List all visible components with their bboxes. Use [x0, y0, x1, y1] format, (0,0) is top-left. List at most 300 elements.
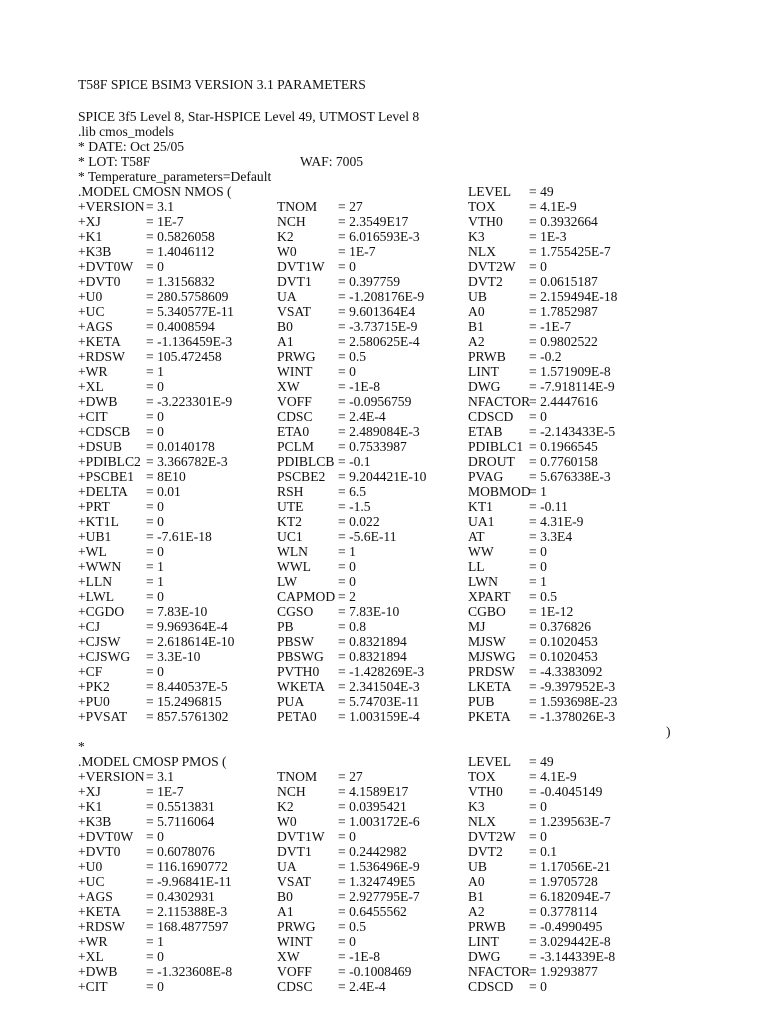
param-name: DVT1 — [277, 844, 312, 859]
param-value: = -0.1 — [338, 454, 371, 469]
param-value: = 2.3549E17 — [338, 214, 409, 229]
param-value: = 0.2442982 — [338, 844, 407, 859]
param-value: = 857.5761302 — [146, 709, 229, 724]
param-value: = 2.4E-4 — [338, 409, 386, 424]
separator-line: * — [78, 739, 85, 754]
param-name: +PSCBE1 — [78, 469, 135, 484]
param-name: +U0 — [78, 859, 103, 874]
param-value: = -9.397952E-3 — [529, 679, 616, 694]
param-name: PUB — [468, 694, 495, 709]
param-value: = 5.7116064 — [146, 814, 215, 829]
param-name: +RDSW — [78, 349, 125, 364]
param-value: = 0 — [338, 259, 356, 274]
param-name: VSAT — [277, 874, 311, 889]
param-value: = 0.376826 — [529, 619, 592, 634]
param-value: = 27 — [338, 199, 363, 214]
param-value: = 0 — [146, 589, 164, 604]
param-value: = 1 — [146, 559, 164, 574]
param-name: A0 — [468, 304, 485, 319]
param-value: = -0.1008469 — [338, 964, 412, 979]
param-value: = 0.0395421 — [338, 799, 407, 814]
param-name: WINT — [277, 934, 313, 949]
param-value: = 1E-3 — [529, 229, 567, 244]
param-name: UTE — [277, 499, 304, 514]
param-name: B1 — [468, 319, 484, 334]
param-name: +WL — [78, 544, 107, 559]
param-value: = -3.144339E-8 — [529, 949, 616, 964]
param-name: +KETA — [78, 334, 121, 349]
param-name: +VERSION — [78, 199, 145, 214]
param-name: NLX — [468, 244, 496, 259]
param-value: = -0.0956759 — [338, 394, 412, 409]
nmos-close-paren: ) — [666, 724, 671, 739]
param-name: B0 — [277, 889, 293, 904]
param-value: = -1.323608E-8 — [146, 964, 233, 979]
param-name: ETA0 — [277, 424, 310, 439]
param-name: +UC — [78, 304, 105, 319]
param-name: NCH — [277, 784, 306, 799]
param-value: = 0 — [529, 559, 547, 574]
param-name: DVT2 — [468, 274, 503, 289]
param-name: +K3B — [78, 814, 112, 829]
param-value: = 1.003159E-4 — [338, 709, 420, 724]
param-name: LW — [277, 574, 298, 589]
param-value: = 0.6078076 — [146, 844, 215, 859]
param-name: DVT2 — [468, 844, 503, 859]
param-value: = 2.618614E-10 — [146, 634, 235, 649]
param-value: = 3.366782E-3 — [146, 454, 228, 469]
param-value: = 1.239563E-7 — [529, 814, 611, 829]
param-name: CDSC — [277, 979, 313, 994]
param-name: NCH — [277, 214, 306, 229]
param-value: = 2.580625E-4 — [338, 334, 420, 349]
param-value: = 0.1020453 — [529, 649, 598, 664]
param-value: = 3.1 — [146, 769, 175, 784]
param-value: = 0.8 — [338, 619, 367, 634]
param-name: PSCBE2 — [277, 469, 326, 484]
param-name: +PRT — [78, 499, 110, 514]
param-name: A2 — [468, 334, 485, 349]
param-value: = 9.969364E-4 — [146, 619, 228, 634]
param-name: UB — [468, 289, 487, 304]
param-name: +DWB — [78, 394, 118, 409]
param-name: A1 — [277, 334, 294, 349]
param-value: = 1 — [146, 364, 164, 379]
param-name: W0 — [277, 814, 297, 829]
param-value: = 1 — [529, 484, 547, 499]
param-name: CDSC — [277, 409, 313, 424]
param-value: = 0.5 — [529, 589, 558, 604]
param-name: PRWB — [468, 349, 506, 364]
param-value: = 1.593698E-23 — [529, 694, 618, 709]
param-name: LEVEL — [468, 184, 512, 199]
param-value: = 0.1966545 — [529, 439, 598, 454]
param-name: CDSCD — [468, 979, 514, 994]
param-name: +CJ — [78, 619, 101, 634]
param-name: XW — [277, 379, 300, 394]
param-value: = -1E-8 — [338, 379, 381, 394]
param-name: +DELTA — [78, 484, 128, 499]
param-value: = 0.6455562 — [338, 904, 407, 919]
param-value: = -0.4045149 — [529, 784, 603, 799]
param-name: UA1 — [468, 514, 495, 529]
param-value: = 0.8321894 — [338, 634, 407, 649]
param-value: = 0 — [146, 829, 164, 844]
param-name: TNOM — [277, 199, 318, 214]
param-value: = 8E10 — [146, 469, 186, 484]
param-name: A0 — [468, 874, 485, 889]
param-value: = 2.341504E-3 — [338, 679, 420, 694]
param-value: = 9.204421E-10 — [338, 469, 427, 484]
param-value: = 6.016593E-3 — [338, 229, 420, 244]
param-value: = 1.17056E-21 — [529, 859, 611, 874]
param-value: = 0.397759 — [338, 274, 401, 289]
param-name: +DSUB — [78, 439, 122, 454]
param-name: +CGDO — [78, 604, 125, 619]
param-value: = 0.4008594 — [146, 319, 215, 334]
param-value: = -0.4990495 — [529, 919, 603, 934]
param-value: = 0.5 — [338, 349, 367, 364]
param-value: = 280.5758609 — [146, 289, 229, 304]
param-value: = 0 — [529, 259, 547, 274]
param-name: WLN — [277, 544, 308, 559]
param-value: = 0 — [146, 949, 164, 964]
param-value: = 0.022 — [338, 514, 380, 529]
param-value: = 4.1E-9 — [529, 199, 577, 214]
param-value: = 1.536496E-9 — [338, 859, 420, 874]
param-name: XPART — [468, 589, 511, 604]
param-value: = 2.115388E-3 — [146, 904, 228, 919]
param-name: WWL — [277, 559, 311, 574]
param-name: +XL — [78, 379, 104, 394]
param-name: K2 — [277, 799, 294, 814]
param-value: = -5.6E-11 — [338, 529, 397, 544]
param-value: = 0 — [146, 664, 164, 679]
param-name: MOBMOD — [468, 484, 531, 499]
param-value: = 2 — [338, 589, 356, 604]
param-name: PUA — [277, 694, 305, 709]
param-value: = -3.223301E-9 — [146, 394, 233, 409]
param-value: = 168.4877597 — [146, 919, 229, 934]
pmos-model-line: .MODEL CMOSP PMOS ( — [78, 754, 227, 769]
param-value: = 0.7533987 — [338, 439, 407, 454]
param-value: = 3.1 — [146, 199, 175, 214]
param-value: = -0.2 — [529, 349, 562, 364]
param-name: +KT1L — [78, 514, 119, 529]
param-name: NFACTOR — [468, 394, 531, 409]
param-name: +K1 — [78, 799, 103, 814]
param-name: TOX — [468, 769, 496, 784]
header-line-0: SPICE 3f5 Level 8, Star-HSPICE Level 49, UTMOST Level 8 — [78, 109, 420, 124]
param-name: PVTH0 — [277, 664, 320, 679]
param-value: = 3.029442E-8 — [529, 934, 611, 949]
param-value: = 0 — [146, 409, 164, 424]
param-value: = 0.9802522 — [529, 334, 598, 349]
param-name: UB — [468, 859, 487, 874]
param-name: +CIT — [78, 409, 108, 424]
param-name: K3 — [468, 799, 485, 814]
param-value: = -1.208176E-9 — [338, 289, 425, 304]
param-value: = 0.1020453 — [529, 634, 598, 649]
document-title: T58F SPICE BSIM3 VERSION 3.1 PARAMETERS — [78, 77, 366, 92]
param-value: = 0 — [146, 979, 164, 994]
param-value: = 0.3778114 — [529, 904, 598, 919]
param-value: = 0.0140178 — [146, 439, 215, 454]
param-value: = 1E-7 — [338, 244, 376, 259]
param-name: +CF — [78, 664, 103, 679]
param-value: = 0 — [146, 379, 164, 394]
param-name: CDSCD — [468, 409, 514, 424]
param-name: DVT1W — [277, 829, 325, 844]
param-value: = 7.83E-10 — [146, 604, 208, 619]
header-line-4: * Temperature_parameters=Default — [78, 169, 272, 184]
param-name: +DWB — [78, 964, 118, 979]
param-name: KT1 — [468, 499, 493, 514]
param-name: +CDSCB — [78, 424, 131, 439]
param-value: = 0 — [338, 364, 356, 379]
param-value: = 0.8321894 — [338, 649, 407, 664]
param-value: = 2.159494E-18 — [529, 289, 618, 304]
param-value: = 1 — [529, 574, 547, 589]
param-name: DVT1W — [277, 259, 325, 274]
param-name: PBSWG — [277, 649, 324, 664]
param-name: VTH0 — [468, 214, 503, 229]
param-value: = 0 — [529, 829, 547, 844]
param-value: = 0 — [338, 559, 356, 574]
param-name: +KETA — [78, 904, 121, 919]
param-name: LEVEL — [468, 754, 512, 769]
param-value: = -1.428269E-3 — [338, 664, 425, 679]
param-value: = -9.96841E-11 — [146, 874, 232, 889]
param-name: DVT1 — [277, 274, 312, 289]
param-name: +UC — [78, 874, 105, 889]
param-name: NLX — [468, 814, 496, 829]
param-value: = -0.11 — [529, 499, 568, 514]
param-value: = 3.3E-10 — [146, 649, 201, 664]
param-name: DVT2W — [468, 829, 516, 844]
param-name: +PK2 — [78, 679, 110, 694]
param-value: = 1 — [338, 544, 356, 559]
param-name: +DVT0W — [78, 829, 134, 844]
param-value: = 0 — [529, 979, 547, 994]
param-value: = 49 — [529, 184, 554, 199]
param-name: PDIBLC1 — [468, 439, 524, 454]
param-value: = 0 — [529, 799, 547, 814]
param-name: NFACTOR — [468, 964, 531, 979]
param-name: DVT2W — [468, 259, 516, 274]
param-name: PDIBLCB — [277, 454, 335, 469]
param-name: DWG — [468, 949, 501, 964]
param-name: +PU0 — [78, 694, 110, 709]
param-name: DROUT — [468, 454, 515, 469]
param-name: +XJ — [78, 214, 101, 229]
param-name: WINT — [277, 364, 313, 379]
header-line-2: * DATE: Oct 25/05 — [78, 139, 185, 154]
param-value: = 1E-7 — [146, 784, 184, 799]
param-value: = 2.927795E-7 — [338, 889, 420, 904]
param-value: = 15.2496815 — [146, 694, 222, 709]
param-name: PRDSW — [468, 664, 515, 679]
param-name: PCLM — [277, 439, 315, 454]
param-value: = 0.4302931 — [146, 889, 215, 904]
param-name: WKETA — [277, 679, 325, 694]
param-name: TOX — [468, 199, 496, 214]
param-name: +VERSION — [78, 769, 145, 784]
param-value: = 0 — [529, 544, 547, 559]
param-value: = 0 — [146, 424, 164, 439]
param-value: = 4.31E-9 — [529, 514, 584, 529]
param-name: PB — [277, 619, 294, 634]
param-name: CAPMOD — [277, 589, 336, 604]
param-name: +LLN — [78, 574, 113, 589]
param-value: = 1.7852987 — [529, 304, 598, 319]
param-name: MJSW — [468, 634, 506, 649]
param-name: +CJSW — [78, 634, 121, 649]
param-value: = 0.1 — [529, 844, 558, 859]
param-name: +K1 — [78, 229, 103, 244]
param-name: B1 — [468, 889, 484, 904]
param-name: W0 — [277, 244, 297, 259]
param-name: VOFF — [277, 964, 312, 979]
param-value: = 0.3932664 — [529, 214, 598, 229]
param-name: PKETA — [468, 709, 511, 724]
param-name: TNOM — [277, 769, 318, 784]
param-name: +WR — [78, 934, 108, 949]
param-name: VTH0 — [468, 784, 503, 799]
param-value: = 5.340577E-11 — [146, 304, 234, 319]
param-name: CGSO — [277, 604, 314, 619]
param-value: = 4.1E-9 — [529, 769, 577, 784]
param-name: +CIT — [78, 979, 108, 994]
param-name: RSH — [277, 484, 304, 499]
param-name: +U0 — [78, 289, 103, 304]
param-name: UA — [277, 859, 297, 874]
param-value: = 0.5826058 — [146, 229, 215, 244]
param-value: = 0 — [146, 259, 164, 274]
param-name: LL — [468, 559, 485, 574]
param-name: +K3B — [78, 244, 112, 259]
param-value: = 0 — [146, 499, 164, 514]
param-name: +AGS — [78, 889, 113, 904]
param-name: +DVT0W — [78, 259, 134, 274]
nmos-model-line: .MODEL CMOSN NMOS ( — [78, 184, 232, 199]
header-line-3: * LOT: T58F — [78, 154, 151, 169]
param-value: = 2.489084E-3 — [338, 424, 420, 439]
param-value: = 0 — [146, 544, 164, 559]
param-name: +UB1 — [78, 529, 112, 544]
param-value: = 0.7760158 — [529, 454, 598, 469]
param-value: = 5.676338E-3 — [529, 469, 611, 484]
param-name: +WR — [78, 364, 108, 379]
param-name: +XL — [78, 949, 104, 964]
param-name: LKETA — [468, 679, 512, 694]
param-value: = 27 — [338, 769, 363, 784]
param-name: KT2 — [277, 514, 302, 529]
param-name: +LWL — [78, 589, 115, 604]
param-value: = 0 — [338, 829, 356, 844]
param-value: = -1E-7 — [529, 319, 572, 334]
param-name: MJSWG — [468, 649, 516, 664]
param-value: = 1.003172E-6 — [338, 814, 420, 829]
param-value: = -2.143433E-5 — [529, 424, 616, 439]
param-value: = 1.571909E-8 — [529, 364, 611, 379]
param-value: = -4.3383092 — [529, 664, 603, 679]
param-name: UC1 — [277, 529, 303, 544]
param-value: = 1.4046112 — [146, 244, 215, 259]
param-value: = 1 — [146, 574, 164, 589]
param-value: = 0 — [338, 574, 356, 589]
param-value: = 7.83E-10 — [338, 604, 400, 619]
param-name: VOFF — [277, 394, 312, 409]
param-value: = -1.378026E-3 — [529, 709, 616, 724]
param-name: WW — [468, 544, 494, 559]
param-name: +DVT0 — [78, 844, 121, 859]
header-line-1: .lib cmos_models — [78, 124, 174, 139]
param-name: +DVT0 — [78, 274, 121, 289]
param-name: LINT — [468, 364, 499, 379]
param-value: = 0 — [338, 934, 356, 949]
param-value: = 105.472458 — [146, 349, 222, 364]
param-name: B0 — [277, 319, 293, 334]
param-value: = 0.5513831 — [146, 799, 215, 814]
param-name: PRWG — [277, 919, 316, 934]
param-value: = 5.74703E-11 — [338, 694, 420, 709]
param-name: XW — [277, 949, 300, 964]
param-value: = 2.4E-4 — [338, 979, 386, 994]
param-name: +RDSW — [78, 919, 125, 934]
param-name: A2 — [468, 904, 485, 919]
param-name: DWG — [468, 379, 501, 394]
param-name: PRWG — [277, 349, 316, 364]
param-value: = 1.9705728 — [529, 874, 598, 889]
param-name: +AGS — [78, 319, 113, 334]
param-value: = 1E-12 — [529, 604, 574, 619]
param-name: PBSW — [277, 634, 315, 649]
param-value: = 0 — [529, 409, 547, 424]
param-value: = 9.601364E4 — [338, 304, 416, 319]
waf-label: WAF: 7005 — [300, 154, 364, 169]
param-name: MJ — [468, 619, 486, 634]
param-name: K3 — [468, 229, 485, 244]
param-value: = 0 — [146, 514, 164, 529]
param-value: = 1 — [146, 934, 164, 949]
param-name: +WWN — [78, 559, 122, 574]
param-name: +XJ — [78, 784, 101, 799]
param-value: = 2.4447616 — [529, 394, 598, 409]
param-name: ETAB — [468, 424, 503, 439]
param-value: = 1.9293877 — [529, 964, 598, 979]
param-value: = 1.3156832 — [146, 274, 215, 289]
param-name: LWN — [468, 574, 498, 589]
param-name: K2 — [277, 229, 294, 244]
param-value: = 1.755425E-7 — [529, 244, 611, 259]
param-name: AT — [468, 529, 485, 544]
param-value: = 6.182094E-7 — [529, 889, 611, 904]
param-value: = 4.1589E17 — [338, 784, 409, 799]
param-value: = 0.5 — [338, 919, 367, 934]
param-name: +CJSWG — [78, 649, 131, 664]
param-value: = -3.73715E-9 — [338, 319, 418, 334]
param-value: = 6.5 — [338, 484, 367, 499]
param-value: = 49 — [529, 754, 554, 769]
param-name: PRWB — [468, 919, 506, 934]
param-value: = -1.5 — [338, 499, 371, 514]
param-value: = 1.324749E5 — [338, 874, 416, 889]
param-name: PETA0 — [277, 709, 317, 724]
param-name: LINT — [468, 934, 499, 949]
param-value: = -7.61E-18 — [146, 529, 212, 544]
param-name: A1 — [277, 904, 294, 919]
